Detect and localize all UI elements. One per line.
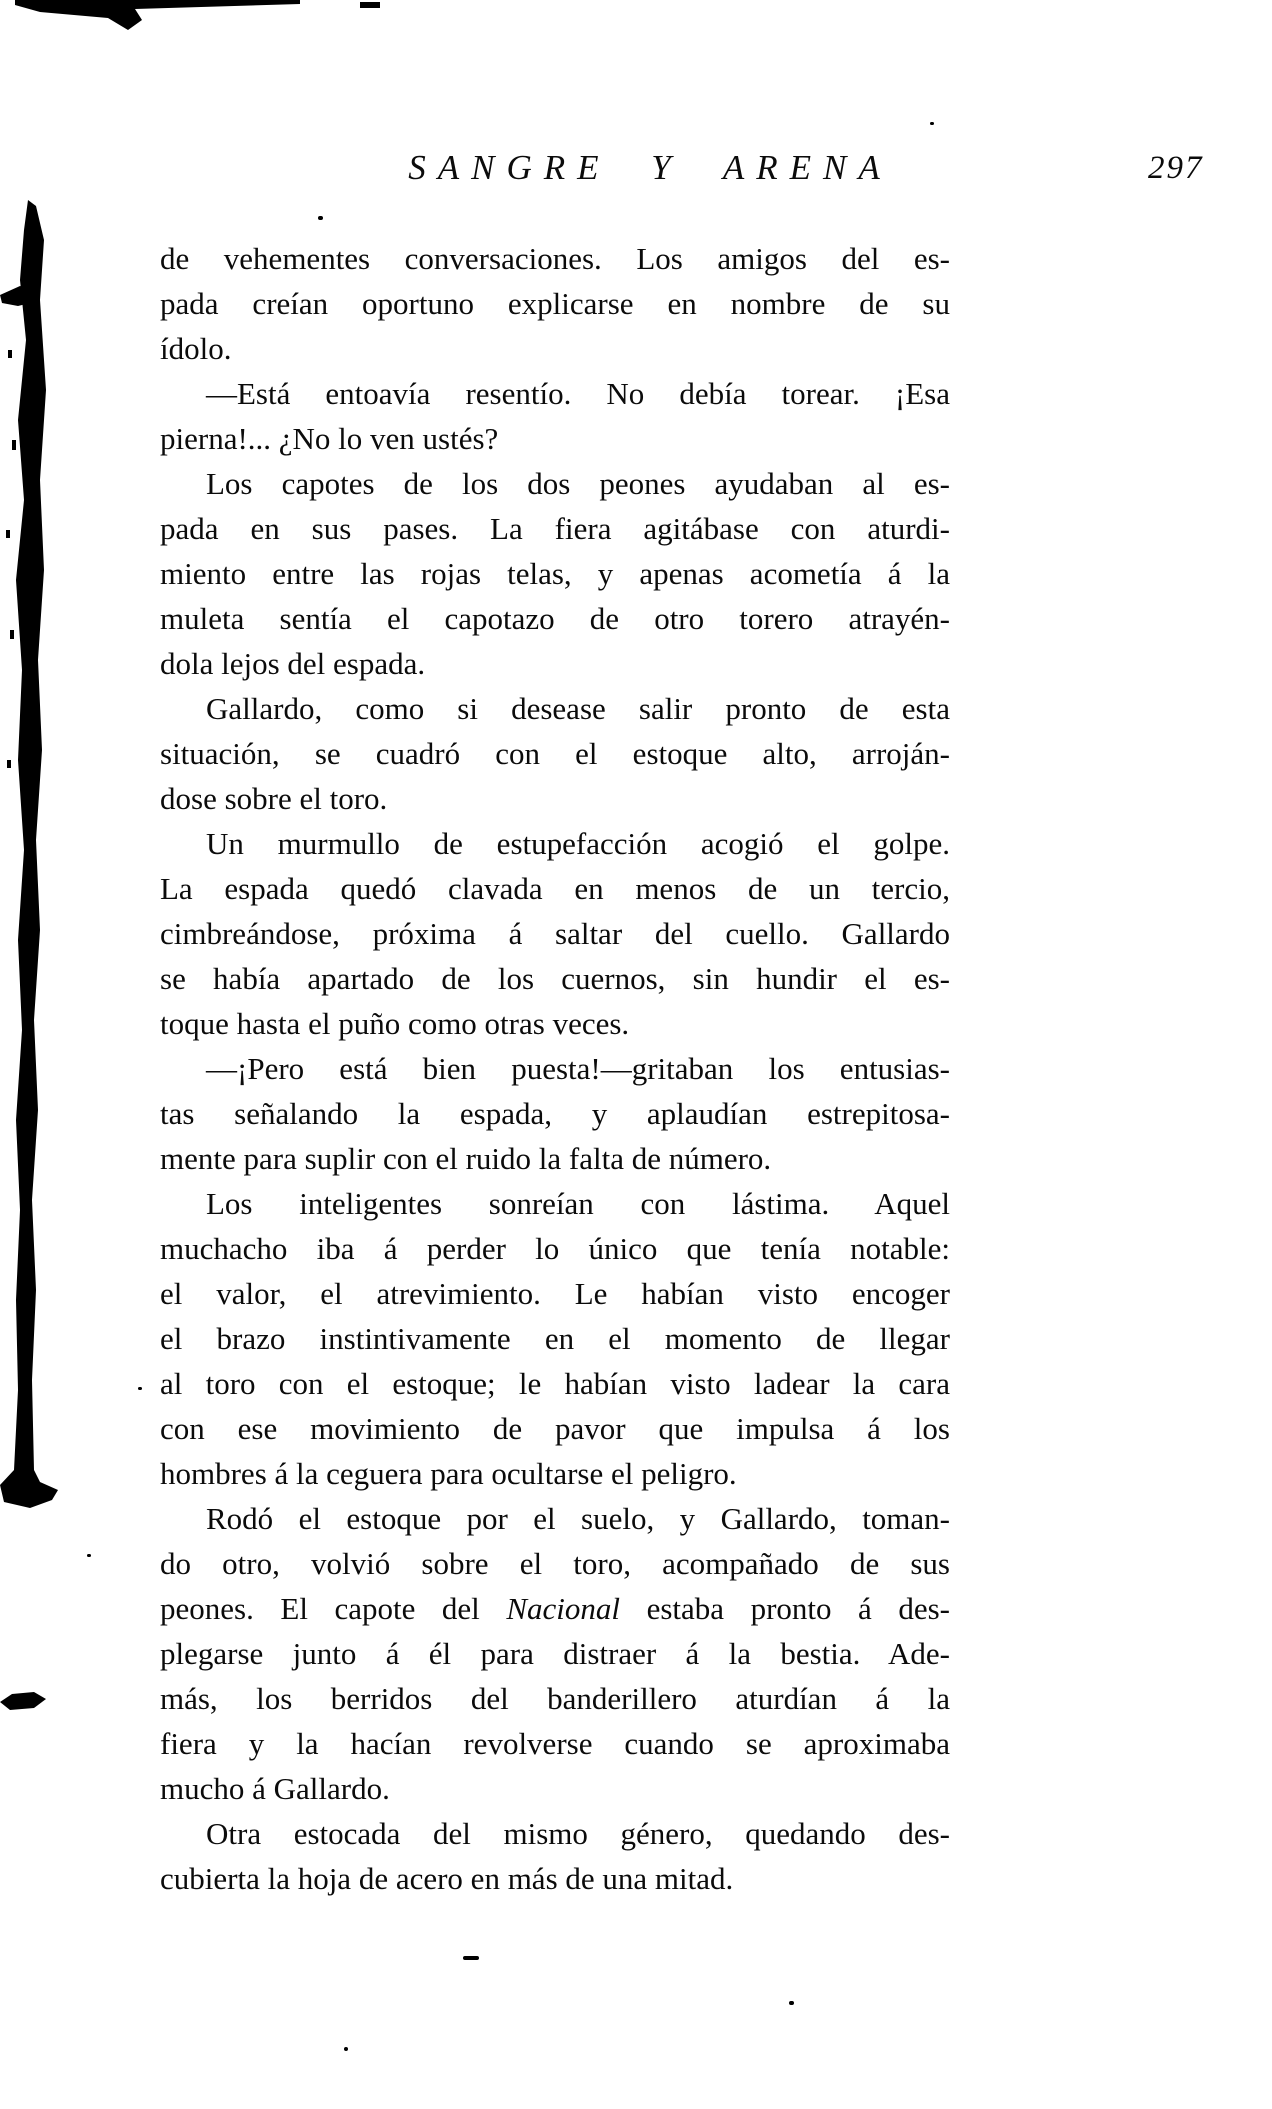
text-line: situación, se cuadró con el estoque alto, arroján- [160,736,950,771]
text-line: Los capotes de los dos peones ayudaban al es- [206,466,950,501]
ink-speck [930,122,934,125]
ink-speck [138,1387,142,1390]
text-line: muchacho iba á perder lo único que tenía notable: [160,1231,950,1266]
text-line: —¡Pero está bien puesta!—gritaban los entusias- [206,1051,950,1086]
ink-speck [344,2047,348,2051]
ink-speck [789,2001,794,2005]
scan-artifact-top-wedge [10,0,390,42]
text-line: Los inteligentes sonreían con lástima. Aquel [206,1186,950,1221]
paragraph [160,371,950,461]
text-line: muleta sentía el capotazo de otro torero atrayén- [160,601,950,636]
text-line: hombres á la ceguera para ocultarse el peligro. [160,1456,737,1491]
text-line: con ese movimiento de pavor que impulsa á los [160,1411,950,1446]
text-segment: peones. El capote del [160,1591,507,1626]
scan-artifact-binding-crease [0,200,70,1720]
text-line: dose sobre el toro. [160,781,388,816]
text-line: Rodó el estoque por el suelo, y Gallardo, toman- [206,1501,950,1536]
text-line: más, los berridos del banderillero aturdían á la [160,1681,950,1716]
text-line: al toro con el estoque; le habían visto ladear la cara [160,1366,950,1401]
paragraph [160,1046,950,1181]
text-line: cubierta la hoja de acero en más de una mitad. [160,1861,734,1896]
paragraph [160,1496,950,1811]
text-segment-italic: Nacional [506,1591,621,1626]
ink-speck [318,216,323,220]
text-line: mente para suplir con el ruido la falta de número. [160,1141,772,1176]
text-line: toque hasta el puño como otras veces. [160,1006,630,1041]
text-line: mucho á Gallardo. [160,1771,390,1806]
text-column [160,236,950,1901]
text-line: dola lejos del espada. [160,646,426,681]
paragraph [160,1811,950,1901]
text-line: plegarse junto á él para distraer á la bestia. Ade- [160,1636,950,1671]
paragraph [160,821,950,1046]
text-line: de vehementes conversaciones. Los amigos del es- [160,241,950,276]
page-number: 297 [1148,150,1204,186]
text-line [160,1586,950,1631]
ink-speck [87,1554,91,1557]
text-line: fiera y la hacían revolverse cuando se aproximaba [160,1726,950,1761]
text-line: cimbreándose, próxima á saltar del cuello. Gallardo [160,916,950,951]
text-line: tas señalando la espada, y aplaudían estrepitosa- [160,1096,950,1131]
text-line: La espada quedó clavada en menos de un tercio, [160,871,950,906]
paragraph [160,686,950,821]
text-line: se había apartado de los cuernos, sin hundir el es- [160,961,950,996]
text-line: do otro, volvió sobre el toro, acompañado de sus [160,1546,950,1581]
text-line: ídolo. [160,331,232,366]
paragraph [160,461,950,686]
text-line: Un murmullo de estupefacción acogió el golpe. [206,826,950,861]
running-head-title: SANGRE Y ARENA [408,148,892,187]
text-line: pada creían oportuno explicarse en nombre de su [160,286,950,321]
text-line: pierna!... ¿No lo ven ustés? [160,421,499,456]
text-line: miento entre las rojas telas, y apenas acometía á la [160,556,950,591]
scan-artifact-left-arrow [0,1690,46,1716]
ink-speck [463,1956,479,1960]
paragraph [160,236,950,371]
text-line: Gallardo, como si desease salir pronto de esta [206,691,950,726]
paragraph [160,1181,950,1496]
text-line: el valor, el atrevimiento. Le habían visto encoger [160,1276,950,1311]
text-line: pada en sus pases. La fiera agitábase con aturdi- [160,511,950,546]
text-line: el brazo instintivamente en el momento de llegar [160,1321,950,1356]
text-line: —Está entoavía resentío. No debía torear. ¡Esa [206,376,950,411]
text-line: Otra estocada del mismo género, quedando des- [206,1816,950,1851]
text-segment: estaba pronto á des- [620,1591,950,1626]
